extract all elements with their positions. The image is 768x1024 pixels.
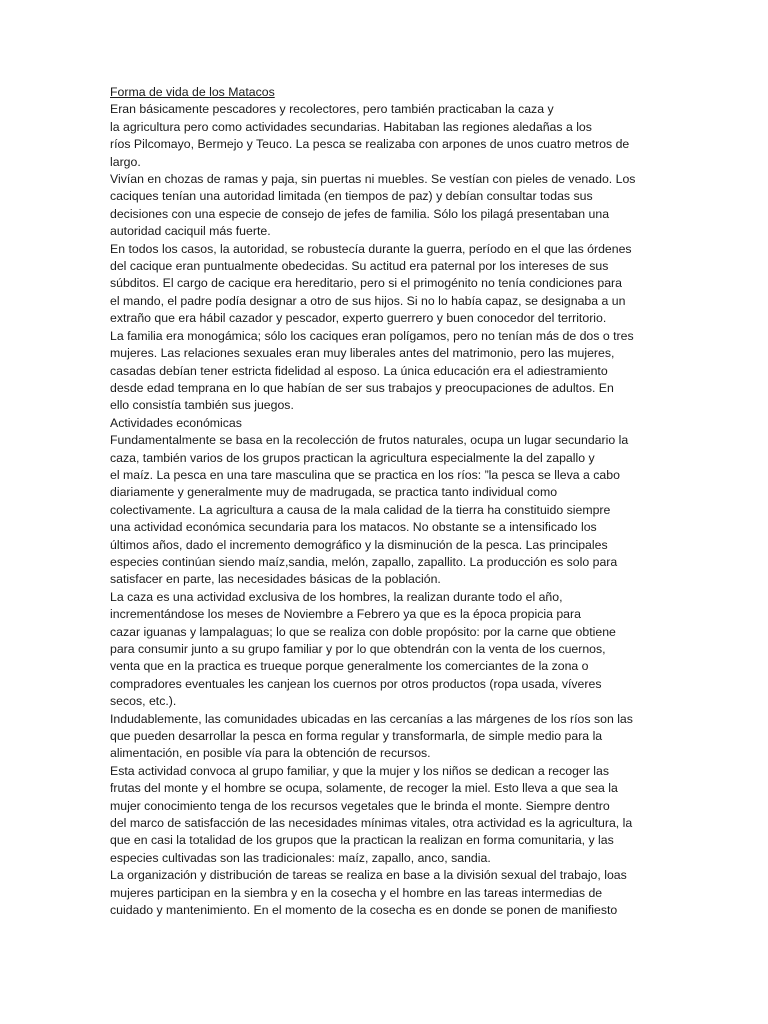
text-line: del marco de satisfacción de las necesidades mínimas vitales, otra actividad es la agricultura, la <box>110 816 633 831</box>
text-line: compradores eventuales les canjean los cuernos por otros productos (ropa usada, víveres <box>110 676 602 691</box>
text-line: Indudablemente, las comunidades ubicadas en las cercanías a las márgenes de los ríos son las <box>110 711 633 726</box>
text-line: Esta actividad convoca al grupo familiar, y que la mujer y los niños se dedican a recoger las <box>110 763 609 778</box>
document-title: Forma de vida de los Matacos <box>110 85 275 99</box>
text-line: Fundamentalmente se basa en la recolección de frutos naturales, ocupa un lugar secundario la <box>110 433 629 448</box>
text-line: mujeres participan en la siembra y en la cosecha y el hombre en las tareas intermedias de <box>110 885 603 900</box>
text-line: secos, etc.). <box>110 694 177 709</box>
text-line: frutas del monte y el hombre se ocupa, solamente, de recoger la miel. Esto lleva a que sea la <box>110 781 618 796</box>
text-line: mujeres. Las relaciones sexuales eran muy liberales antes del matrimonio, pero las mujeres, <box>110 346 615 361</box>
text-line: del cacique eran puntualmente obedecidas. Su actitud era paternal por los intereses de sus <box>110 259 609 274</box>
text-line: autoridad caciquil más fuerte. <box>110 224 271 239</box>
text-line: casadas debían tener estricta fidelidad al esposo. La única educación era el adiestramiento <box>110 363 608 378</box>
text-line: venta que en la practica es trueque porque generalmente los comerciantes de la zona o <box>110 659 589 674</box>
text-line: Vivían en chozas de ramas y paja, sin puertas ni muebles. Se vestían con pieles de venado. Los <box>110 172 636 187</box>
document-page <box>110 84 658 920</box>
text-line: ríos Pilcomayo, Bermejo y Teuco. La pesca se realizaba con arpones de unos cuatro metros de <box>110 137 630 152</box>
text-line: colectivamente. La agricultura a causa de la mala calidad de la tierra ha constituido siempre <box>110 502 611 517</box>
text-line: súbditos. El cargo de cacique era hereditario, pero si el primogénito no tenía condiciones para <box>110 276 622 291</box>
text-line: decisiones con una especie de consejo de jefes de familia. Sólo los pilagá presentaban una <box>110 206 610 221</box>
text-line: caciques tenían una autoridad limitada (en tiempos de paz) y debían consultar todas sus <box>110 189 593 204</box>
text-line: caza, también varios de los grupos practican la agricultura especialmente la del zapallo y <box>110 450 595 465</box>
text-line: diariamente y generalmente muy de madrugada, se practica tanto individual como <box>110 485 558 500</box>
text-line: desde edad temprana en lo que habían de ser sus trabajos y preocupaciones de adultos. En <box>110 380 614 395</box>
text-line: Eran básicamente pescadores y recolectores, pero también practicaban la caza y <box>110 102 554 117</box>
text-line: la agricultura pero como actividades secundarias. Habitaban las regiones aledañas a los <box>110 119 592 134</box>
text-line: largo. <box>110 154 141 169</box>
text-line: especies continúan siendo maíz,sandia, melón, zapallo, zapallito. La producción es solo para <box>110 554 618 569</box>
section-heading: Actividades económicas <box>110 415 242 430</box>
text-line: una actividad económica secundaria para los matacos. No obstante se a intensificado los <box>110 520 597 535</box>
text-line: el mando, el padre podía designar a otro de sus hijos. Si no lo había capaz, se designaba a un <box>110 293 626 308</box>
text-line: La caza es una actividad exclusiva de los hombres, la realizan durante todo el año, <box>110 589 563 604</box>
text-line: cuidado y mantenimiento. En el momento de la cosecha es en donde se ponen de manifiesto <box>110 903 618 918</box>
text-line: extraño que era hábil cazador y pescador, experto guerrero y buen conocedor del territorio. <box>110 311 607 326</box>
text-line: alimentación, en posible vía para la obtención de recursos. <box>110 746 431 761</box>
text-line: el maíz. La pesca en una tare masculina que se practica en los ríos: ”la pesca se lleva a cabo <box>110 467 620 482</box>
text-line: que pueden desarrollar la pesca en forma regular y transformarla, de simple medio para la <box>110 729 603 744</box>
text-line: para consumir junto a su grupo familiar y por lo que obtendrán con la venta de los cuernos, <box>110 642 606 656</box>
text-line: mujer conocimiento tenga de los recursos vegetales que le brinda el monte. Siempre dentro <box>110 798 610 813</box>
text-line: La organización y distribución de tareas se realiza en base a la división sexual del trabajo, loas <box>110 868 627 883</box>
text-line: especies cultivadas son las tradicionales: maíz, zapallo, anco, sandia. <box>110 850 491 865</box>
text-line: que en casi la totalidad de los grupos que la practican la realizan en forma comunitaria, y las <box>110 833 614 848</box>
text-line: La familia era monogámica; sólo los caciques eran polígamos, pero no tenían más de dos o tres <box>110 328 634 343</box>
document-body <box>110 101 658 919</box>
text-line: En todos los casos, la autoridad, se robustecía durante la guerra, período en el que las órdenes <box>110 241 632 256</box>
text-line: cazar iguanas y lampalaguas; lo que se realiza con doble propósito: por la carne que obtiene <box>110 624 616 639</box>
text-line: incrementándose los meses de Noviembre a Febrero ya que es la época propicia para <box>110 607 581 622</box>
text-line: últimos años, dado el incremento demográfico y la disminución de la pesca. Las principales <box>110 537 608 552</box>
text-line: ello consistía también sus juegos. <box>110 398 294 413</box>
text-line: satisfacer en parte, las necesidades básicas de la población. <box>110 572 441 587</box>
